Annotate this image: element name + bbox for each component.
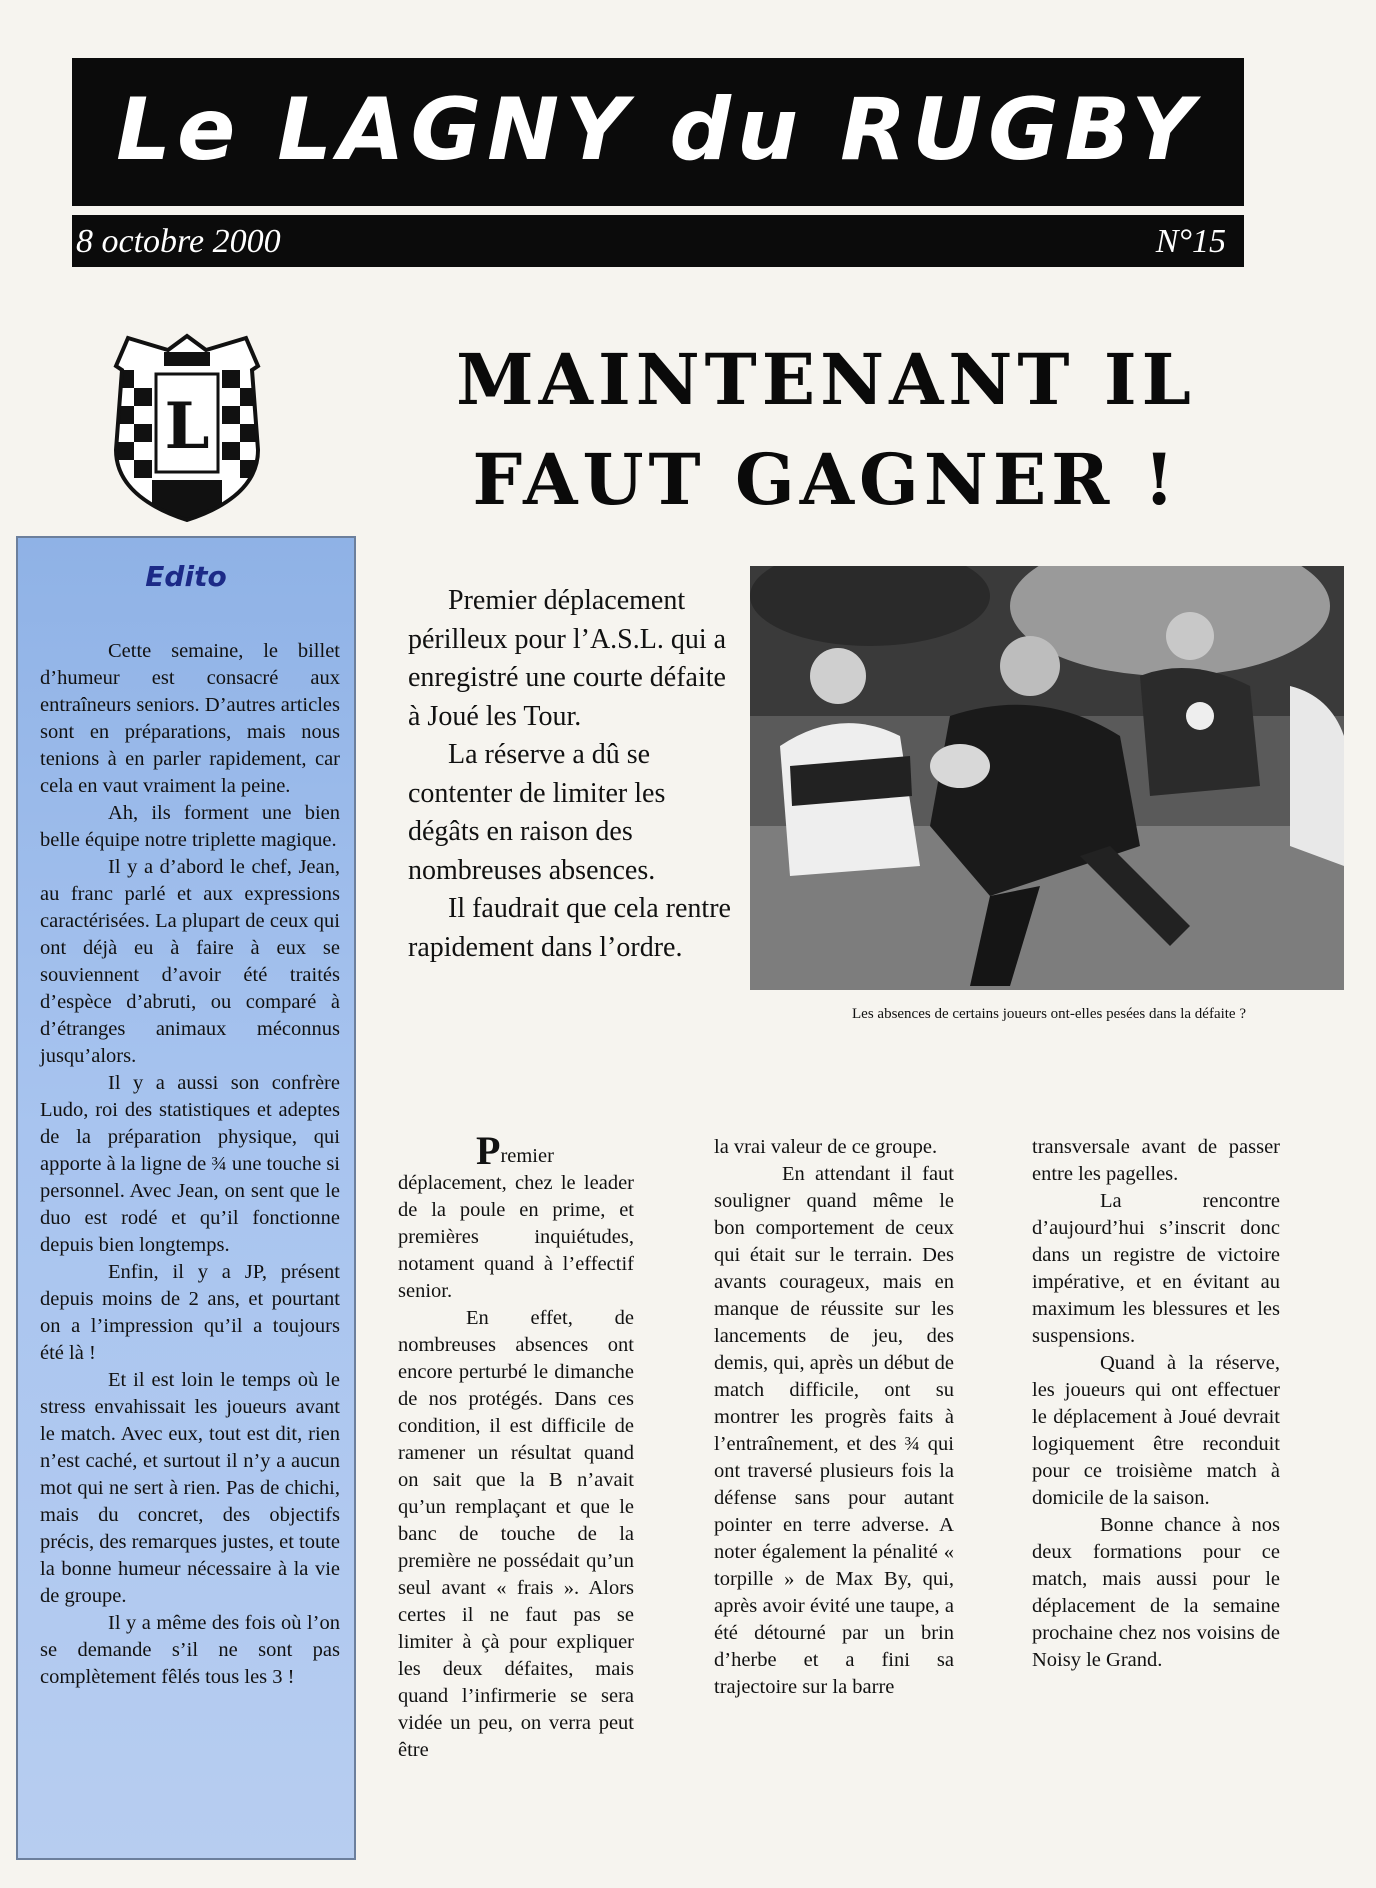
edito-paragraph: Cette semaine, le billet d’humeur est consacré aux entraîneurs seniors. D’autres articles sont en préparations, mais nous tenions à en parler rapidement, car cela en vaut vraiment la peine. (40, 640, 340, 797)
issue-date: 8 octobre 2000 (76, 223, 281, 260)
article-column-2 (714, 1134, 954, 1701)
intro-paragraph: Il faudrait que cela rentre rapidement dans l’ordre. (408, 893, 731, 963)
article-intro (408, 582, 738, 967)
headline-line-1: MAINTENANT IL (456, 338, 1196, 421)
edito-text (40, 638, 340, 1691)
crest-letter: L (164, 389, 210, 464)
edito-paragraph: Il y a même des fois où l’on se demande s’il ne sont pas complètement fêlés tous les 3 ! (40, 1612, 340, 1688)
edito-paragraph: Il y a d’abord le chef, Jean, au franc parlé et aux expressions caractérisées. La plupart de ceux qui ont déjà eu à faire à eux se souviennent d’avoir été traités d’espèce d’abruti, ou comparé à d’étranges animaux méconnus jusqu’alors. (40, 856, 340, 1067)
headline-line-2: FAUT GAGNER ! (472, 438, 1180, 521)
rugby-match-photo (750, 566, 1344, 990)
article-paragraph: la vrai valeur de ce groupe. (714, 1136, 938, 1158)
article-column-1 (398, 1128, 634, 1764)
intro-paragraph: La réserve a dû se contenter de limiter les dégâts en raison des nombreuses absences. (408, 739, 666, 886)
issue-number: N°15 (1155, 223, 1226, 260)
article-paragraph: La rencontre d’aujourd’hui s’inscrit donc dans un registre de victoire impérative, et en évitant au maximum les blessures et les suspensions. (1032, 1190, 1280, 1347)
article-column-3 (1032, 1134, 1280, 1674)
article-paragraph: déplacement, chez le leader de la poule en prime, et premières inquiétudes, notament quand à l’effectif senior. (398, 1172, 634, 1302)
first-word: remier (500, 1145, 554, 1167)
article-paragraph: En effet, de nombreuses absences ont encore perturbé le dimanche de nos protégés. Dans ces condition, il est difficile de ramener un résultat quand on sait que la B n’avait qu’un remplaçant et que le banc de touche de la première ne possédait qu’un seul avant « frais ». Alors certes il ne faut pas se limiter à çà pour expliquer les deux défaites, mais quand l’infirmerie se sera vidée un peu, on verra peut être (398, 1307, 634, 1761)
edito-paragraph: Enfin, il y a JP, présent depuis moins de 2 ans, et pourtant on a l’impression qu’il a toujours été là ! (40, 1261, 340, 1364)
article-paragraph: transversale avant de passer entre les pagelles. (1032, 1136, 1280, 1185)
article-opening (398, 1128, 634, 1173)
article-paragraph: Bonne chance à nos deux formations pour ce match, mais aussi pour le déplacement de la semaine prochaine chez nos voisins de Noisy le Grand. (1032, 1514, 1280, 1671)
edito-paragraph: Ah, ils forment une bien belle équipe notre triplette magique. (40, 802, 340, 851)
main-headline (396, 330, 1256, 530)
newspaper-title: Le LAGNY du RUGBY (116, 80, 1200, 180)
edito-title: Edito (145, 560, 227, 593)
photo-caption: Les absences de certains joueurs ont-elles pesées dans la défaite ? (852, 1006, 1246, 1022)
intro-paragraph: Premier déplacement périlleux pour l’A.S.L. qui a enregistré une courte défaite à Joué les Tour. (408, 585, 727, 732)
masthead-banner (72, 58, 1244, 206)
article-paragraph: Quand à la réserve, les joueurs qui ont effectuer le déplacement à Joué devrait logiquement être reconduit pour ce troisième match à domicile de la saison. (1032, 1352, 1280, 1509)
drop-cap: P (476, 1128, 501, 1173)
club-crest-logo (108, 330, 266, 522)
edito-box (16, 536, 356, 1860)
edito-paragraph: Et il est loin le temps où le stress envahissait les joueurs avant le match. Avec eux, tout est dit, rien n’est caché, et surtout il n’y a aucun mot qui ne sert à rien. Pas de chichi, mais du concret, des objectifs précis, des remarques justes, et toute la bonne humeur nécessaire à la vie de groupe. (40, 1369, 341, 1607)
edito-paragraph: Il y a aussi son confrère Ludo, roi des statistiques et adeptes de la préparation physique, qui apporte à la ligne de ¾ une touche si personnel. Avec Jean, on sent que le duo est rodé et qu’il fonctionne depuis bien longtemps. (40, 1072, 340, 1256)
article-paragraph: En attendant il faut souligner quand même le bon comportement de ceux qui était sur le terrain. Des avants courageux, mais en manque de réussite sur les lancements de jeu, des demis, qui, après un début de match difficile, ont su montrer les progrès faits à l’entraînement, et des ¾ qui ont traversé plusieurs fois la défense sans pour autant pointer en terre adverse. A noter également la pénalité « torpille » de Max By, qui, après avoir évité une taupe, a été détourné par un brin d’herbe et a fini sa trajectoire sur la barre (714, 1163, 954, 1698)
